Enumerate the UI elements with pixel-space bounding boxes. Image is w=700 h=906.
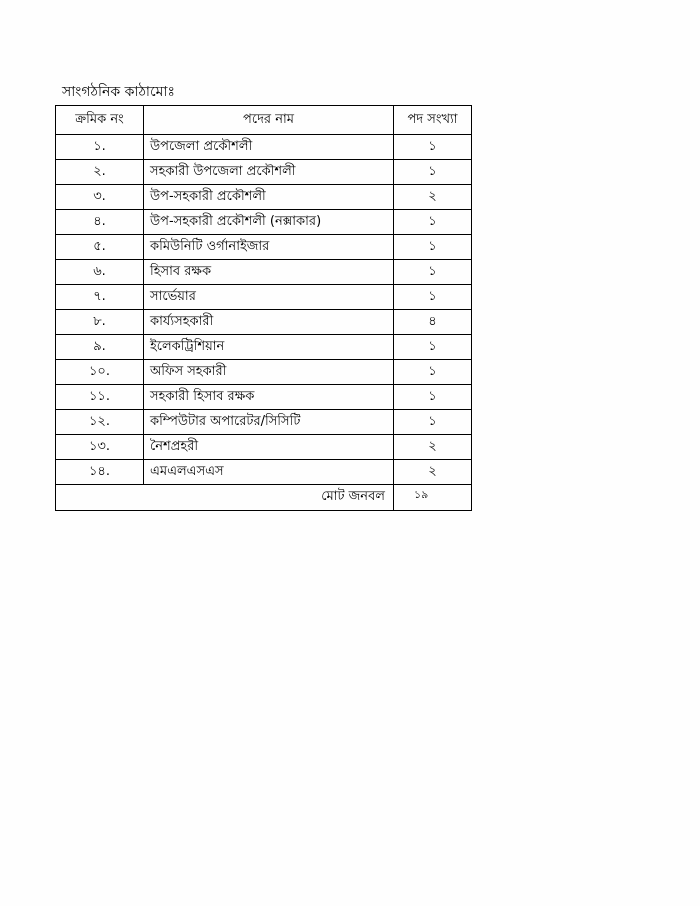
table-header-row [56,106,472,135]
post-count-cell: ২ [394,185,472,210]
table-row [56,160,472,185]
post-count-cell: ২ [394,435,472,460]
serial-number-cell: ৯. [56,335,144,360]
post-count-cell: ১ [394,285,472,310]
total-manpower-value: ১৯ [394,485,472,511]
table-row [56,135,472,160]
table-row [56,310,472,335]
serial-number-cell: ৪. [56,210,144,235]
table-footer [56,485,472,511]
post-title-cell: উপ-সহকারী প্রকৌশলী (নক্সাকার) [144,210,394,235]
serial-number-cell: ৩. [56,185,144,210]
post-title-cell: ইলেকট্রিশিয়ান [144,335,394,360]
table-header [56,106,472,135]
serial-number-cell: ১১. [56,385,144,410]
post-title-cell: অফিস সহকারী [144,360,394,385]
table-row [56,285,472,310]
table-row [56,435,472,460]
post-title-cell: উপজেলা প্রকৌশলী [144,135,394,160]
post-title-cell: কমিউনিটি ওর্গানাইজার [144,235,394,260]
table-row [56,185,472,210]
post-count-cell: ১ [394,135,472,160]
post-count-cell: ২ [394,460,472,485]
serial-number-cell: ২. [56,160,144,185]
table-row [56,360,472,385]
header-post-count: পদ সংখ্যা [394,106,472,135]
table-row [56,460,472,485]
post-count-cell: ১ [394,260,472,285]
header-post-title: পদের নাম [144,106,394,135]
serial-number-cell: ১৪. [56,460,144,485]
serial-number-cell: ১০. [56,360,144,385]
table-row [56,410,472,435]
table-body [56,135,472,485]
serial-number-cell: ১৩. [56,435,144,460]
serial-number-cell: ৮. [56,310,144,335]
total-manpower-label: মোট জনবল [56,485,394,511]
table-row [56,235,472,260]
serial-number-cell: ৭. [56,285,144,310]
post-title-cell: কার্য্যসহকারী [144,310,394,335]
post-title-cell: এমএলএসএস [144,460,394,485]
post-title-cell: নৈশপ্রহরী [144,435,394,460]
post-count-cell: ১ [394,160,472,185]
post-title-cell: উপ-সহকারী প্রকৌশলী [144,185,394,210]
serial-number-cell: ৬. [56,260,144,285]
post-title-cell: সহকারী উপজেলা প্রকৌশলী [144,160,394,185]
post-count-cell: ১ [394,385,472,410]
table-row [56,210,472,235]
table-row [56,260,472,285]
post-title-cell: কম্পিউটার অপারেটর/সিসিটি [144,410,394,435]
post-count-cell: ১ [394,210,472,235]
post-title-cell: হিসাব রক্ষক [144,260,394,285]
total-row [56,485,472,511]
post-count-cell: ১ [394,410,472,435]
serial-number-cell: ৫. [56,235,144,260]
table-row [56,385,472,410]
serial-number-cell: ১. [56,135,144,160]
post-title-cell: সহকারী হিসাব রক্ষক [144,385,394,410]
document-heading: সাংগঠনিক কাঠামোঃ [62,84,175,100]
post-count-cell: ১ [394,360,472,385]
organization-structure-table [55,105,472,511]
post-count-cell: ৪ [394,310,472,335]
header-serial-number: ক্রমিক নং [56,106,144,135]
post-title-cell: সার্ভেয়ার [144,285,394,310]
serial-number-cell: ১২. [56,410,144,435]
post-count-cell: ১ [394,335,472,360]
table-row [56,335,472,360]
post-count-cell: ১ [394,235,472,260]
